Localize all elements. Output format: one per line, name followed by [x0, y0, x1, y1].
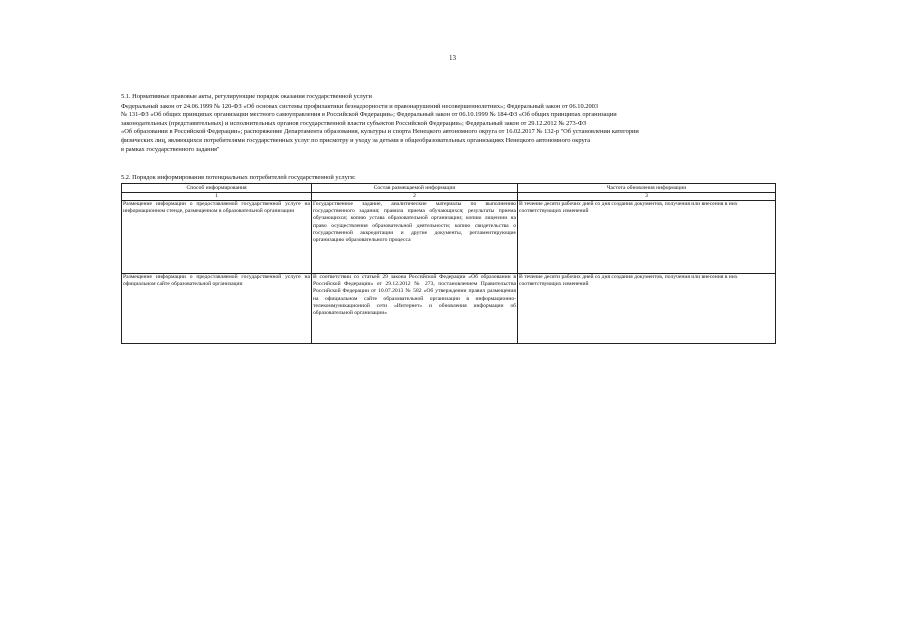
- cell-method: Размещение информации о предоставляемой государственной услуге на официальном сайте образовательной организации: [122, 274, 312, 344]
- table-row: [122, 201, 776, 274]
- column-number: 2: [312, 193, 518, 201]
- section-5-1-line: Федеральный закон от 24.06.1999 № 120-ФЗ «Об основах системы профилактики безнадзорности и правонарушений несовершеннолетних»; Федеральный закон от 06.10.2003: [121, 102, 599, 110]
- cell-frequency: В течение десяти рабочих дней со дня создания документов, получения или внесения в них соответствующих изменений: [518, 274, 776, 344]
- section-5-1-line: в рамках государственного задания": [121, 145, 220, 153]
- column-number-row: [122, 193, 776, 201]
- cell-frequency: В течение десяти рабочих дней со дня создания документов, получения или внесения в них соответствующих изменений: [518, 201, 776, 274]
- section-5-2-heading: 5.2. Порядок информирования потенциальных потребителей государственной услуги:: [121, 174, 356, 181]
- header-frequency: Частота обновления информации: [518, 184, 776, 193]
- cell-method: Размещение информации о предоставляемой государственной услуге на информационном стенде, размещенном в образовательной организации: [122, 201, 312, 274]
- page-number: 13: [449, 54, 456, 62]
- section-5-1-line: № 131-ФЗ «Об общих принципах организации местного самоуправления в Российской Федерации»; Федеральный закон от 06.10.1999 № 184-ФЗ «Об общих принципах организации: [121, 111, 617, 119]
- section-5-1-line: физических лиц, являющихся потребителями государственных услуг по присмотру и уходу за детьми в общеобразовательных организациях Ненецкого автономного округа: [121, 136, 591, 144]
- column-number: 3: [518, 193, 776, 201]
- table-header-row: [122, 184, 776, 193]
- section-5-1-line: «Об образовании в Российской Федерации»; распоряжение Департамента образования, культуры и спорта Ненецкого автономного округа от 16.02.2017 № 132-р "Об установлении категории: [121, 128, 639, 136]
- information-table: [121, 183, 776, 344]
- column-number: 1: [122, 193, 312, 201]
- table-row: [122, 274, 776, 344]
- section-5-1: [121, 93, 781, 154]
- cell-content: В соответствии со статьей 29 закона Российской Федерации «Об образовании в Российской Федерации» от 29.12.2012 № 273, постановлением Правительства Российской Федерации от 10.07.2013 № 582 «Об утверждении правил размещения на официальном сайте образовательной организации в информационно-телекоммуникационной сети «Интернет» и обновления информации об образовательной организации»: [312, 274, 518, 344]
- cell-content: Государственное задание, аналитические материалы по выполнению государственного задания; правила приема обучающихся; результаты приема обучающихся; копию устава образовательной организации; копию лицензии на право осуществления образовательной деятельности; копию свидетельства о государственной аккредитации и другие документы, регламентирующие организацию образовательного процесса: [312, 201, 518, 274]
- section-5-1-line: законодательных (представительных) и исполнительных органов государственной власти субъектов Российской Федерации»; Федеральный закон от 29.12.2012 № 273-ФЗ: [121, 119, 587, 127]
- section-5-1-heading: 5.1. Нормативные правовые акты, регулирующие порядок оказания государственной услуги: [121, 93, 372, 100]
- header-method: Способ информирования: [122, 184, 312, 193]
- header-content: Состав размещаемой информации: [312, 184, 518, 193]
